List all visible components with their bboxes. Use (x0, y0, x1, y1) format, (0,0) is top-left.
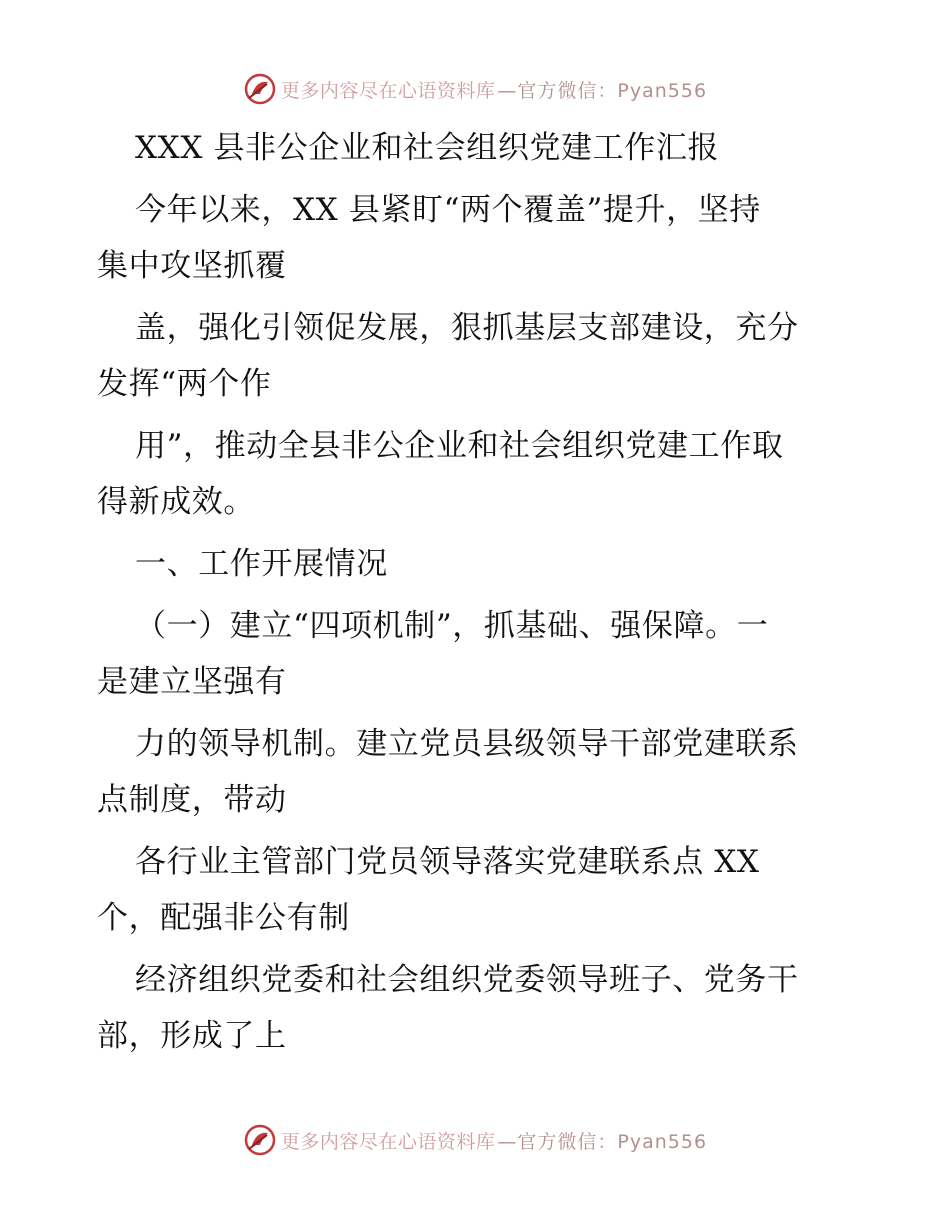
paragraph-line: 今年以来，XX 县紧盯“两个覆盖”提升，坚持 (135, 192, 761, 228)
paragraph-line: 各行业主管部门党员领导落实党建联系点 XX (135, 844, 760, 880)
paragraph-line: 力的领导机制。建立党员县级领导干部党建联系 (135, 726, 799, 762)
paragraph (97, 834, 867, 946)
paragraph-line: 得新成效。 (97, 484, 255, 520)
paragraph (97, 716, 867, 828)
paragraph-line: 部，形成了上 (97, 1018, 287, 1054)
paragraph-line: 集中攻坚抓覆 (97, 248, 287, 284)
paragraph-line: 点制度，带动 (97, 782, 287, 818)
paragraph-line: 经济组织党委和社会组织党委领导班子、党务干 (135, 962, 799, 998)
section-heading (97, 536, 867, 592)
paragraph-line: 个，配强非公有制 (97, 900, 350, 936)
watermark-logo-icon (243, 1123, 277, 1157)
watermark-right-text: —官方微信：Pyan556 (497, 1130, 708, 1153)
paragraph (97, 598, 867, 710)
watermark-header (0, 72, 950, 106)
paragraph-line: 发挥“两个作 (97, 366, 272, 402)
watermark-right-text: —官方微信：Pyan556 (497, 79, 708, 102)
watermark-left-text: 更多内容尽在心语资料库 (280, 1130, 496, 1153)
paragraph (97, 182, 867, 294)
paragraph-line: 是建立坚强有 (97, 664, 287, 700)
title-text: XXX 县非公企业和社会组织党建工作汇报 (135, 130, 720, 166)
paragraph-line: 用”，推动全县非公企业和社会组织党建工作取 (135, 428, 784, 464)
heading-text: 一、工作开展情况 (135, 546, 388, 582)
paragraph-line: （一）建立“四项机制”，抓基础、强保障。一 (135, 608, 769, 644)
paragraph (97, 952, 867, 1064)
watermark-logo-icon (243, 72, 277, 106)
paragraph-line: 盖，强化引领促发展，狠抓基层支部建设，充分 (135, 310, 799, 346)
paragraph (97, 300, 867, 412)
paragraph (97, 418, 867, 530)
document-body (97, 120, 867, 1070)
watermark-left-text: 更多内容尽在心语资料库 (280, 79, 496, 102)
document-title (97, 120, 867, 176)
watermark-footer (0, 1123, 950, 1157)
